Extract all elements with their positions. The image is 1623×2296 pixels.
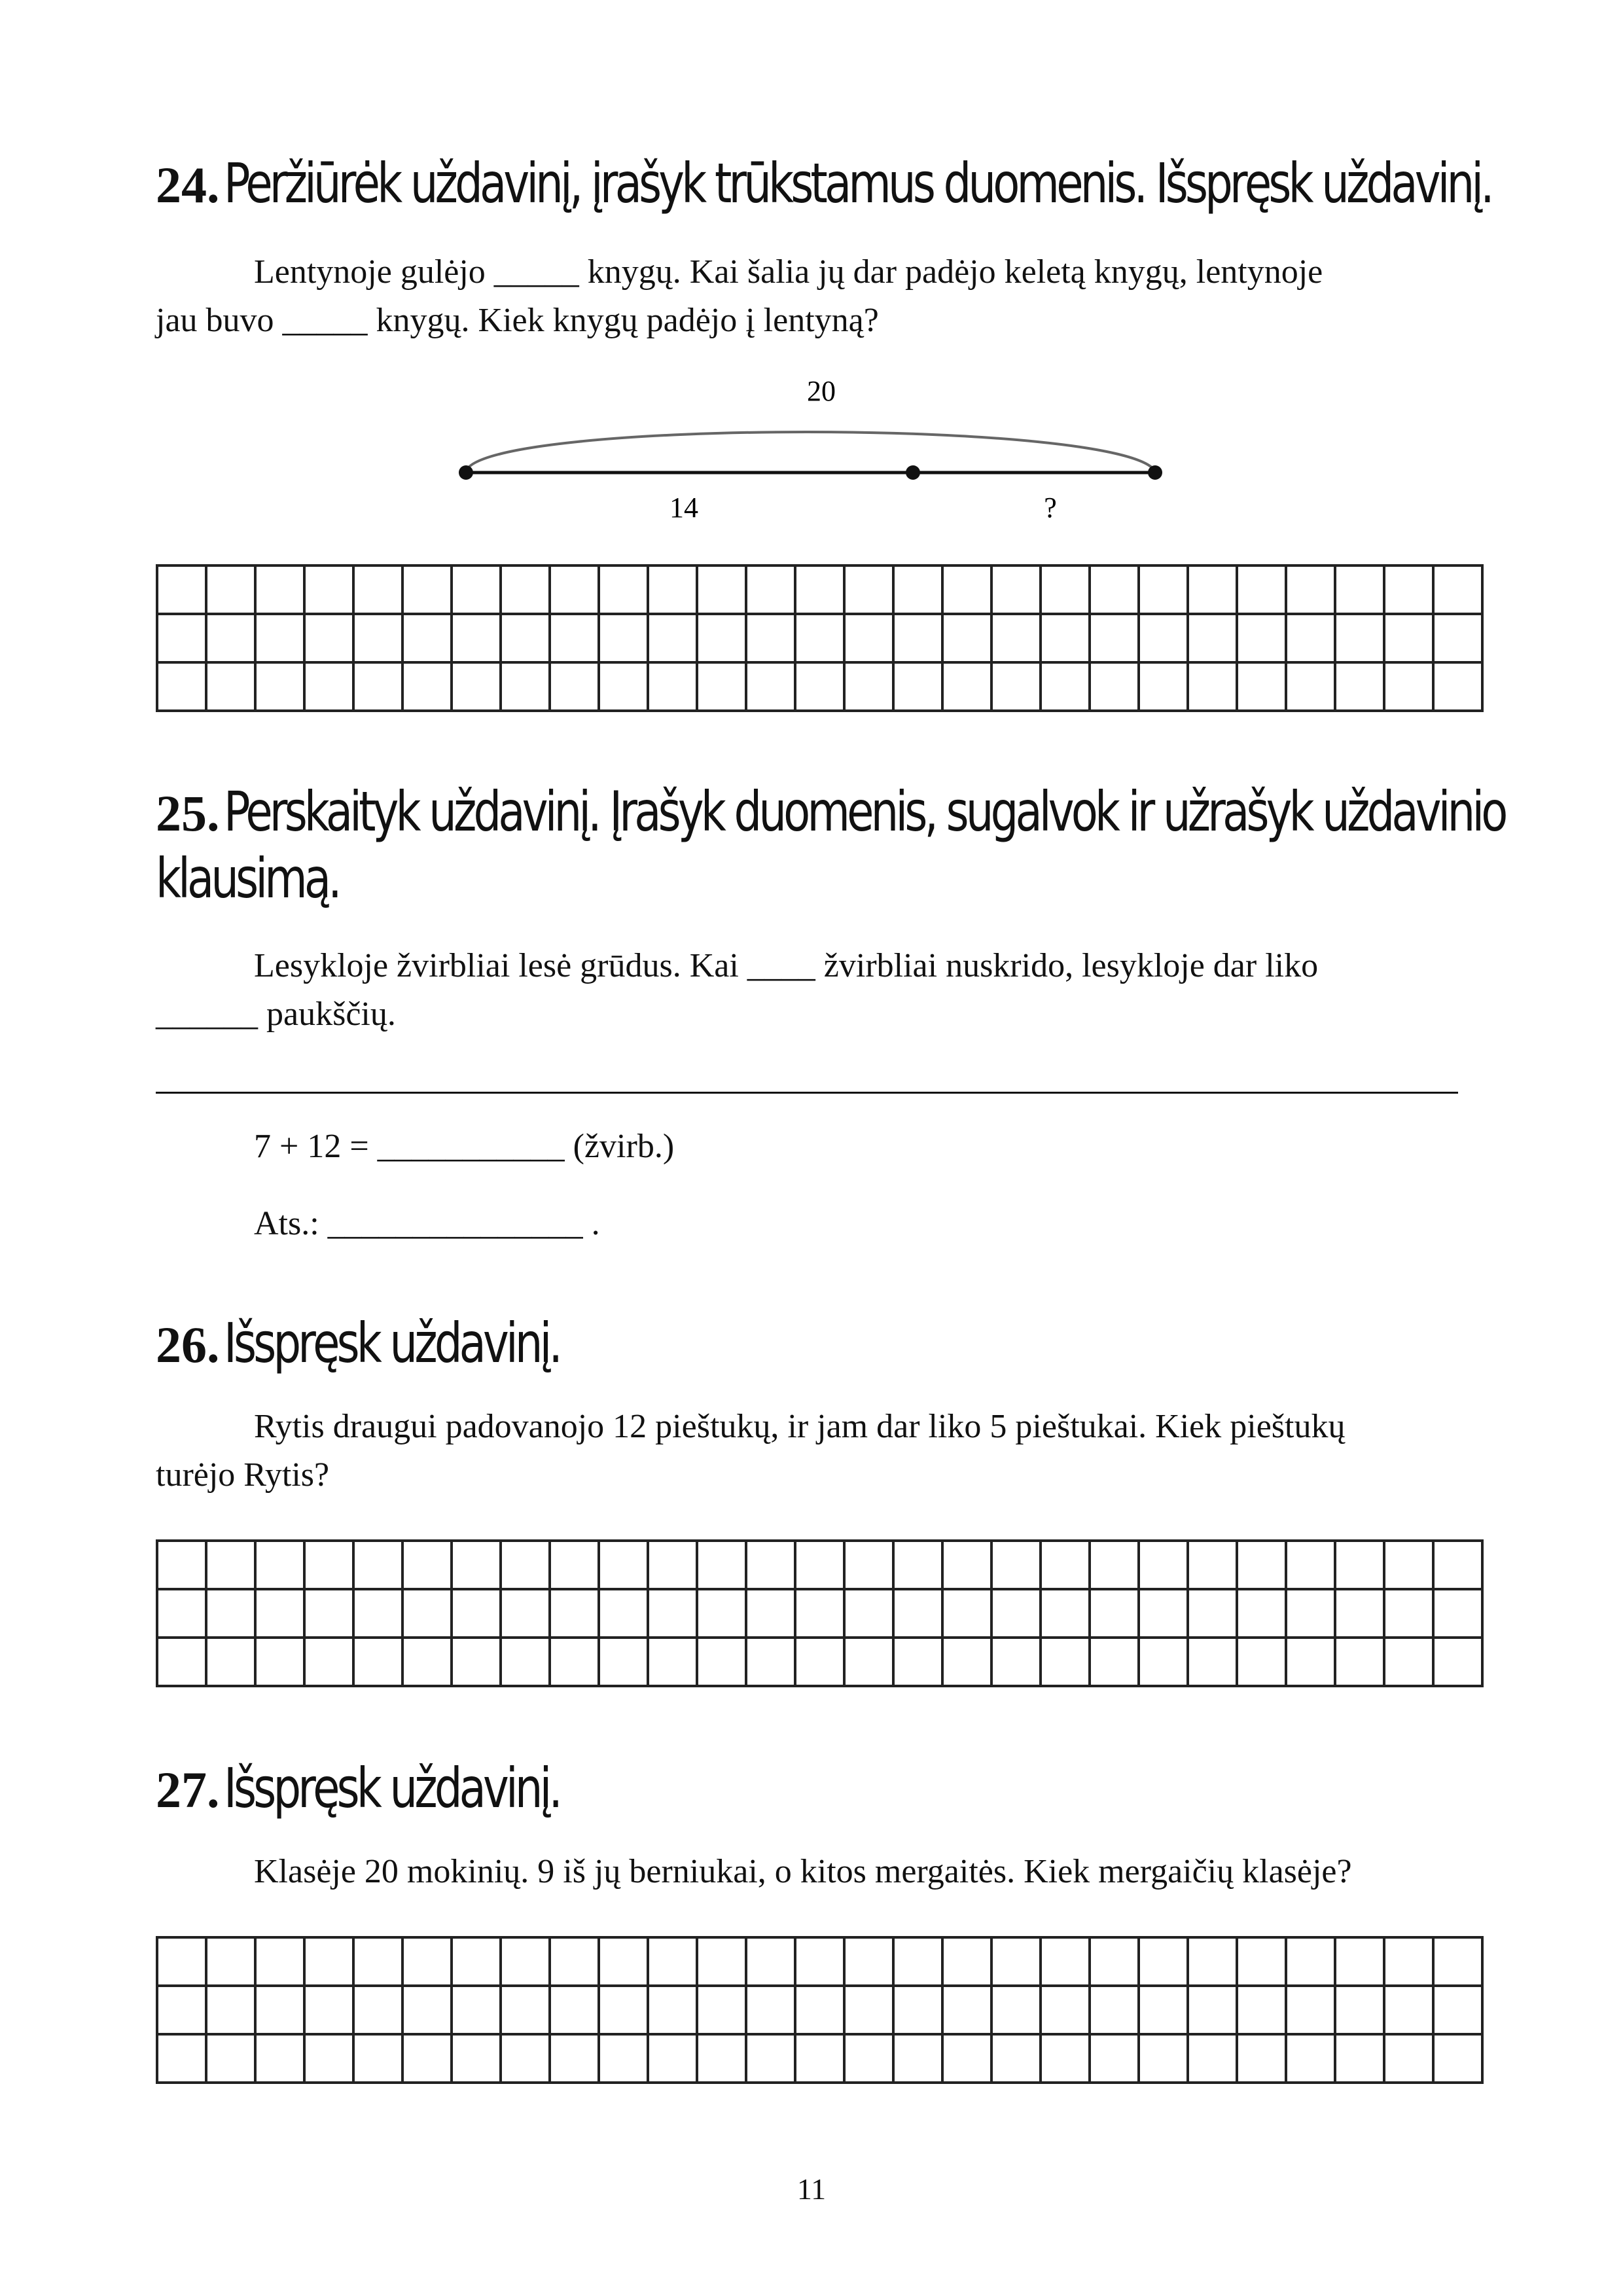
task-25-text-line1: Lesykloje žvirbliai lesė grūdus. Kai ____ žvirbliai nuskrido, lesykloje dar liko — [254, 947, 1319, 984]
question-writing-line[interactable] — [156, 1092, 1458, 1094]
grid-row — [157, 662, 1482, 711]
task-26-heading — [156, 1311, 643, 1375]
task-27-heading — [156, 1756, 643, 1820]
task-24-title: Peržiūrėk uždavinį, įrašyk trūkstamus duomenis. Išspręsk uždavinį. — [223, 151, 1491, 215]
task-24-text-line2: jau buvo _____ knygų. Kiek knygų padėjo į lentyną? — [156, 302, 879, 339]
task-24-text-line1: Lentynoje gulėjo _____ knygų. Kai šalia jų dar padėjo keletą knygų, lentynoje — [254, 253, 1323, 291]
task-27-title: Išspręsk uždavinį. — [223, 1756, 560, 1820]
answer-grid-27[interactable] — [156, 1936, 1484, 2084]
task-25-heading — [156, 780, 1623, 844]
task-27-text-line1: Klasėje 20 mokinių. 9 iš jų berniukai, o kitos mergaitės. Kiek mergaičių klasėje? — [254, 1853, 1352, 1890]
task-24-heading — [156, 151, 1623, 215]
task-26-text-line2: turėjo Rytis? — [156, 1456, 330, 1494]
diagram-part2-label: ? — [1044, 492, 1057, 524]
diagram-point-middle — [906, 465, 920, 480]
diagram-total-arc — [466, 432, 1155, 471]
grid-row — [157, 614, 1482, 662]
task-26-text-line1: Rytis draugui padovanojo 12 pieštukų, ir jam dar liko 5 pieštukai. Kiek pieštukų — [254, 1408, 1346, 1445]
answer-grid-26[interactable] — [156, 1539, 1484, 1687]
diagram-point-end — [1148, 465, 1162, 480]
grid-row — [157, 1589, 1482, 1638]
task-25-number: 25. — [156, 785, 220, 842]
task-25-answer: Ats.: _______________ . — [254, 1205, 600, 1242]
task-26-number: 26. — [156, 1316, 220, 1373]
task-25-title-line2: klausimą. — [156, 846, 339, 910]
task-25-text-line2: ______ paukščių. — [156, 996, 396, 1033]
task-25-equation: 7 + 12 = ___________ (žvirb.) — [254, 1128, 675, 1165]
task-27-number: 27. — [156, 1761, 220, 1818]
grid-row — [157, 1986, 1482, 2034]
diagram-total-label: 20 — [807, 375, 836, 407]
answer-grid-24[interactable] — [156, 564, 1484, 712]
task-26-title: Išspręsk uždavinį. — [223, 1311, 560, 1375]
diagram-point-start — [459, 465, 473, 480]
grid-row — [157, 1541, 1482, 1589]
grid-row — [157, 1937, 1482, 1986]
grid-row — [157, 1638, 1482, 1686]
task-25-heading-cont — [156, 846, 385, 910]
segment-diagram — [0, 367, 1623, 537]
grid-row — [157, 565, 1482, 614]
diagram-part1-label: 14 — [669, 492, 698, 524]
task-24-number: 24. — [156, 156, 220, 213]
task-25-title-line1: Perskaityk uždavinį. Įrašyk duomenis, sugalvok ir užrašyk uždavinio — [223, 780, 1505, 844]
page-number: 11 — [796, 2172, 827, 2206]
grid-row — [157, 2034, 1482, 2083]
